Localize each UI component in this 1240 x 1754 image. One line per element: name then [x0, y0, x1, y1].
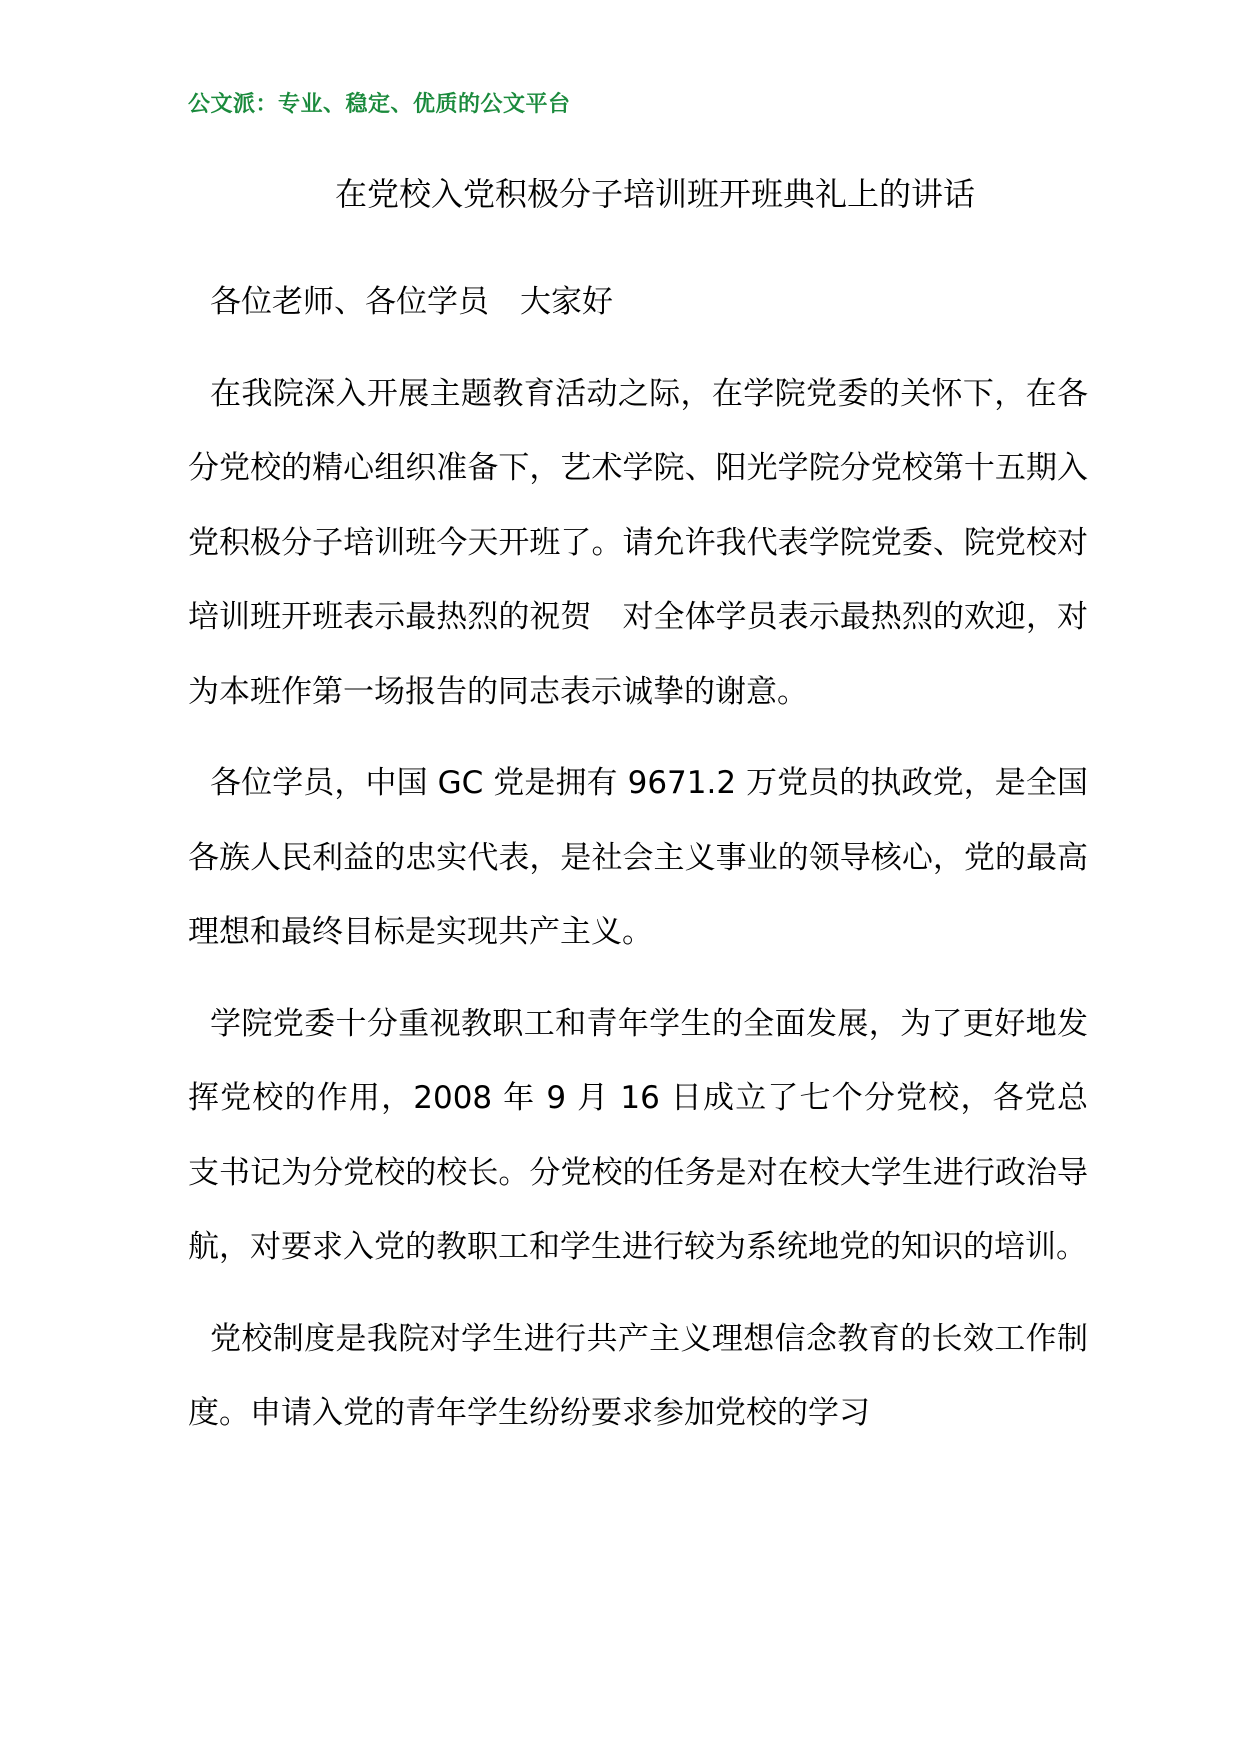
salutation: 各位老师、各位学员 大家好 [210, 284, 613, 320]
paragraph-1: 在我院深入开展主题教育活动之际，在学院党委的关怀下，在各分党校的精心组织准备下，艺术学院、阳光学院分党校第十五期入党积极分子培训班今天开班了。请允许我代表学院党委、院党校对培训班开班表示最热烈的祝贺 对全体学员表示最热烈的欢迎，对为本班作第一场报告的同志表示诚挚的谢意。 [188, 375, 1088, 710]
paragraph-2: 各位学员，中国 GC 党是拥有 9671.2 万党员的执政党，是全国各族人民利益的忠实代表，是社会主义事业的领导核心，党的最高理想和最终目标是实现共产主义。 [188, 765, 1088, 950]
header-banner: 公文派：专业、稳定、优质的公文平台 [188, 92, 571, 117]
paragraph-4: 党校制度是我院对学生进行共产主义理想信念教育的长效工作制度。申请入党的青年学生纷纷要求参加党校的学习 [188, 1320, 1088, 1431]
document-title: 在党校入党积极分子培训班开班典礼上的讲话 [334, 175, 975, 213]
document-body [188, 265, 1088, 1468]
paragraph-3: 学院党委十分重视教职工和青年学生的全面发展，为了更好地发挥党校的作用，2008 年 9 月 16 日成立了七个分党校，各党总支书记为分党校的校长。分党校的任务是对在校大学生进行政治导航，对要求入党的教职工和学生进行较为系统地党的知识的培训。 [188, 1005, 1088, 1265]
